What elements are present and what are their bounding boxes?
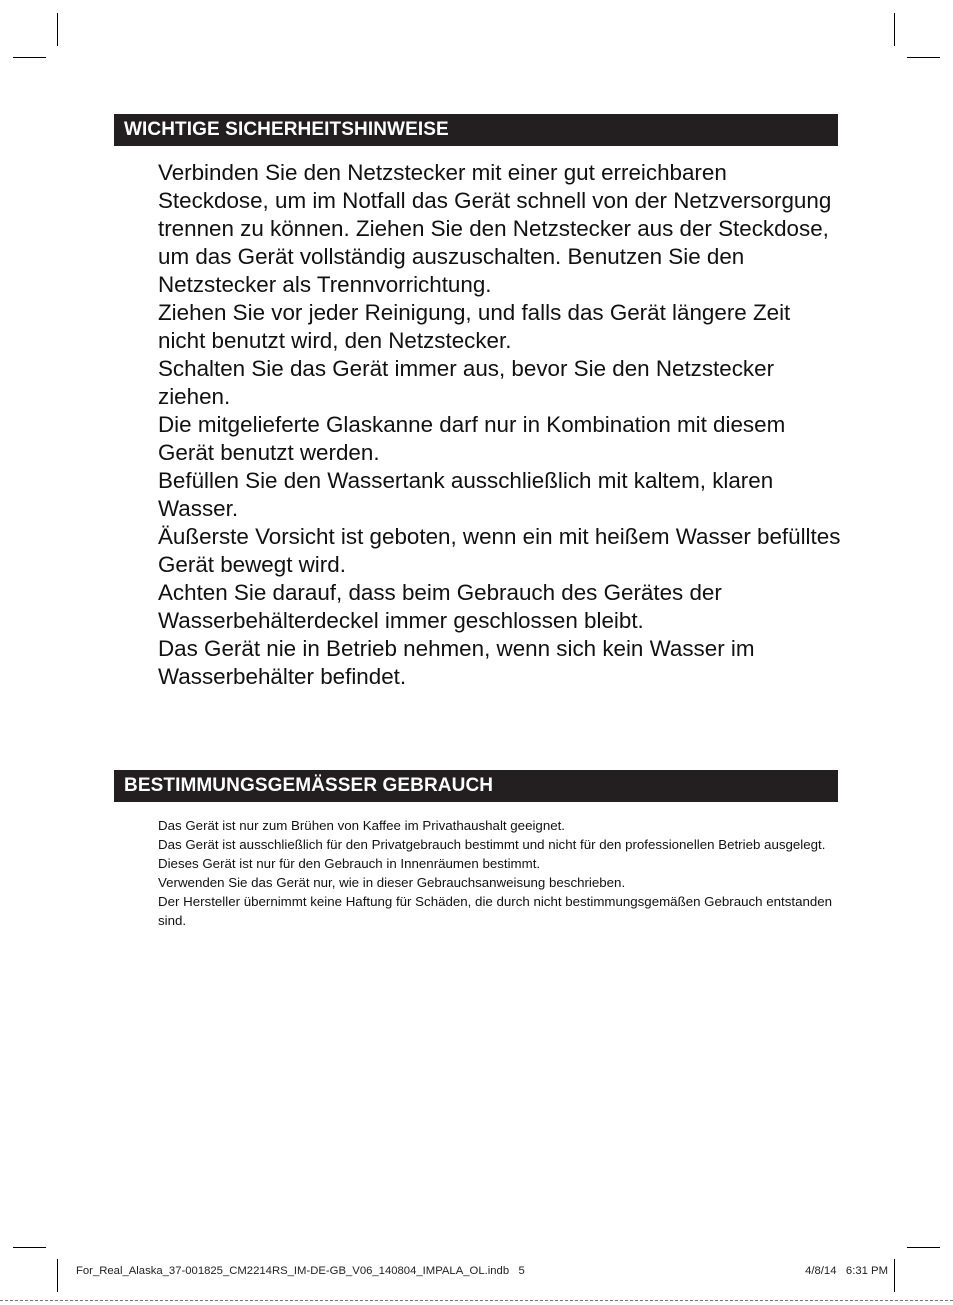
list-item: Das Gerät nie in Betrieb nehmen, wenn sich kein Wasser im Wasserbehälter befindet. bbox=[158, 636, 755, 689]
crop-mark bbox=[57, 1259, 58, 1292]
crop-mark bbox=[907, 57, 940, 58]
list-item: Der Hersteller übernimmt keine Haftung für Schäden, die durch nicht bestimmungsgemäßen Gebrauch entstanden sind. bbox=[158, 894, 833, 928]
list-item: Verwenden Sie das Gerät nur, wie in dieser Gebrauchsanweisung beschrieben. bbox=[158, 875, 626, 890]
crop-mark bbox=[907, 1247, 940, 1248]
list-item: Die mitgelieferte Glaskanne darf nur in Kombination mit diesem Gerät benutzt werden. bbox=[158, 412, 786, 465]
list-item: Dieses Gerät ist nur für den Gebrauch in Innenräumen bestimmt. bbox=[158, 856, 541, 871]
crop-mark bbox=[894, 1259, 895, 1292]
trim-line bbox=[0, 1300, 953, 1301]
list-item: Verbinden Sie den Netzstecker mit einer gut erreichbaren Steckdose, um im Notfall das Gerät schnell von der Netzversorgung trennen zu können. Ziehen Sie den Netzstecker aus der Steckdose, um das Gerät vollständig auszuschalten. Benutzen Sie den Netzstecker als Trennvorrichtung. bbox=[158, 160, 832, 297]
intended-use-list bbox=[158, 816, 843, 930]
crop-mark bbox=[13, 57, 46, 58]
crop-mark bbox=[57, 13, 58, 46]
section-heading-safety: WICHTIGE SICHERHEITSHINWEISE bbox=[114, 114, 838, 146]
crop-mark bbox=[894, 13, 895, 46]
crop-mark bbox=[13, 1247, 46, 1248]
footer-timestamp: 4/8/14 6:31 PM bbox=[805, 1265, 888, 1277]
list-item: Das Gerät ist ausschließlich für den Privatgebrauch bestimmt und nicht für den professionellen Betrieb ausgelegt. bbox=[158, 837, 826, 852]
footer-file-name: For_Real_Alaska_37-001825_CM2214RS_IM-DE-GB_V06_140804_IMPALA_OL.indb 5 bbox=[76, 1265, 525, 1277]
list-item: Ziehen Sie vor jeder Reinigung, und falls das Gerät längere Zeit nicht benutzt wird, den Netzstecker. bbox=[158, 300, 791, 353]
section-heading-intended-use: BESTIMMUNGSGEMÄSSER GEBRAUCH bbox=[114, 770, 838, 802]
list-item: Befüllen Sie den Wassertank ausschließlich mit kaltem, klaren Wasser. bbox=[158, 468, 774, 521]
list-item: Achten Sie darauf, dass beim Gebrauch des Gerätes der Wasserbehälterdeckel immer geschlossen bleibt. bbox=[158, 580, 722, 633]
safety-instructions-list bbox=[158, 159, 843, 691]
list-item: Das Gerät ist nur zum Brühen von Kaffee im Privathaushalt geeignet. bbox=[158, 818, 566, 833]
list-item: Schalten Sie das Gerät immer aus, bevor Sie den Netzstecker ziehen. bbox=[158, 356, 775, 409]
list-item: Äußerste Vorsicht ist geboten, wenn ein mit heißem Wasser befülltes Gerät bewegt wird. bbox=[158, 524, 841, 577]
